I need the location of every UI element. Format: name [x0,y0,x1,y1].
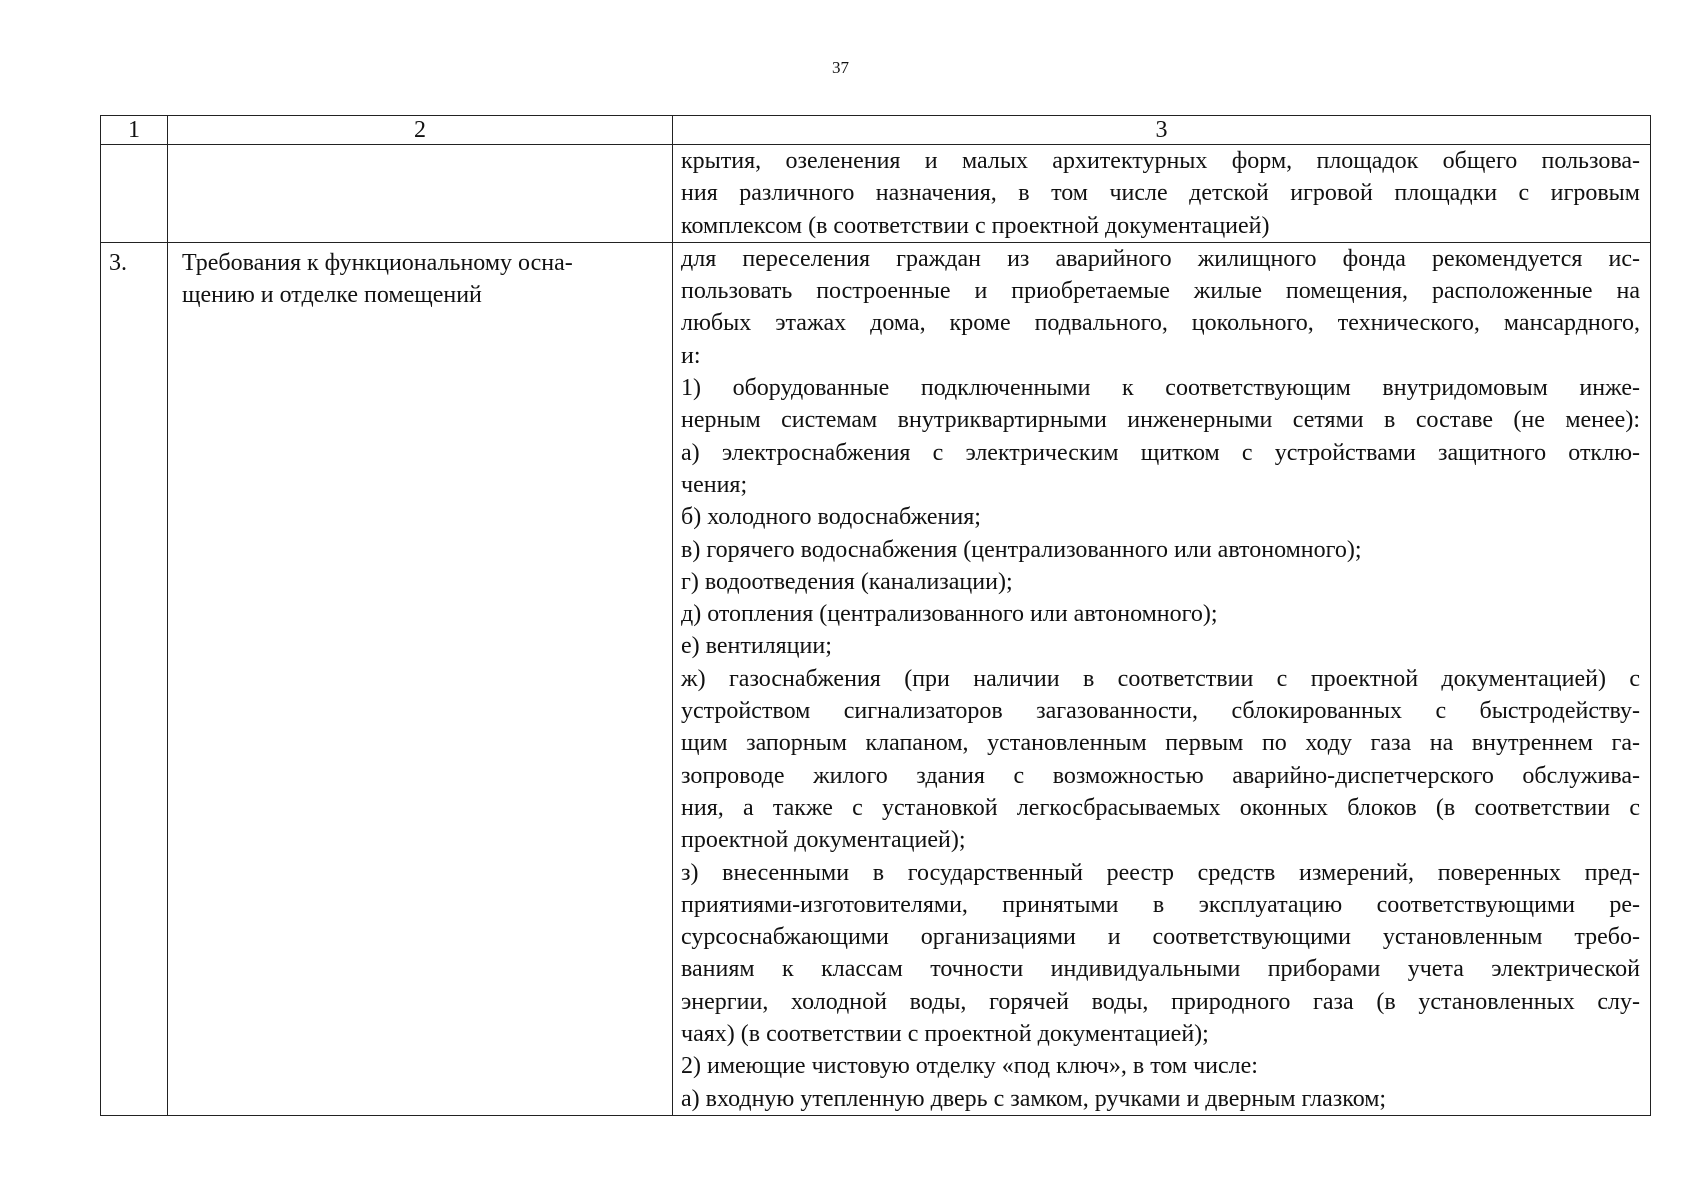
text-line: б) холодного водоснабжения; [681,504,981,531]
requirement-content-cell [673,242,1651,1115]
text-line: сурсоснабжающими организациями и соответствующими установленным требо- [681,924,1640,951]
header-row [101,116,1651,145]
requirement-line: щению и отделке помещений [182,282,482,309]
header-col-3: 3 [673,116,1651,145]
requirement-line: Требования к функциональному осна- [182,249,573,276]
text-line: устройством сигнализаторов загазованности, сблокированных с быстродейству- [681,698,1640,725]
text-line: комплексом (в соответствии с проектной документацией) [681,212,1270,239]
page-number: 37 [832,58,849,77]
header-col-2: 2 [168,116,673,145]
text-line: любых этажах дома, кроме подвального, цокольного, технического, мансардного, [681,310,1640,337]
text-line: ж) газоснабжения (при наличии в соответствии с проектной документацией) с [681,665,1640,692]
header-col-1: 1 [101,116,168,145]
text-line: а) электроснабжения с электрическим щитком с устройствами защитного отклю- [681,439,1640,466]
table-row-3 [101,242,1651,1115]
continuation-number-cell [101,145,168,243]
text-line: нерным системам внутриквартирными инженерными сетями в составе (не менее): [681,407,1640,434]
row-number: 3. [101,242,168,1115]
continuation-text-cell [673,145,1651,243]
text-line: е) вентиляции; [681,633,832,660]
continuation-row [101,145,1651,243]
text-line: ния различного назначения, в том числе детской игровой площадки с игровым [681,180,1640,207]
text-line: ния, а также с установкой легкосбрасываемых оконных блоков (в соответствии с [681,794,1640,821]
requirements-table [100,115,1651,1116]
text-line: ваниям к классам точности индивидуальными приборами учета электрической [681,956,1640,983]
text-line: проектной документацией); [681,827,966,854]
text-line: в) горячего водоснабжения (централизованного или автономного); [681,536,1362,563]
text-line: энергии, холодной воды, горячей воды, природного газа (в установленных слу- [681,988,1640,1015]
requirement-name-cell [168,242,673,1115]
text-line: и: [681,342,701,369]
text-line: 2) имеющие чистовую отделку «под ключ», в том числе: [681,1053,1258,1080]
text-line: чения; [681,471,748,498]
text-line: крытия, озеленения и малых архитектурных форм, площадок общего пользова- [681,148,1640,174]
continuation-requirement-cell [168,145,673,243]
text-line: д) отопления (централизованного или автономного); [681,601,1218,628]
text-line: пользовать построенные и приобретаемые жилые помещения, расположенные на [681,278,1640,305]
text-line: г) водоотведения (канализации); [681,568,1013,595]
text-line: чаях) (в соответствии с проектной документацией); [681,1021,1209,1048]
text-line: щим запорным клапаном, установленным первым по ходу газа на внутреннем га- [681,730,1640,757]
text-line: зопроводе жилого здания с возможностью аварийно-диспетчерского обслужива- [681,762,1640,789]
text-line: для переселения граждан из аварийного жилищного фонда рекомендуется ис- [681,245,1640,272]
text-line: з) внесенными в государственный реестр средств измерений, поверенных пред- [681,859,1640,886]
text-line: приятиями-изготовителями, принятыми в эксплуатацию соответствующими ре- [681,891,1640,918]
text-line: а) входную утепленную дверь с замком, ручками и дверным глазком; [681,1085,1387,1112]
text-line: 1) оборудованные подключенными к соответствующим внутридомовым инже- [681,375,1640,402]
